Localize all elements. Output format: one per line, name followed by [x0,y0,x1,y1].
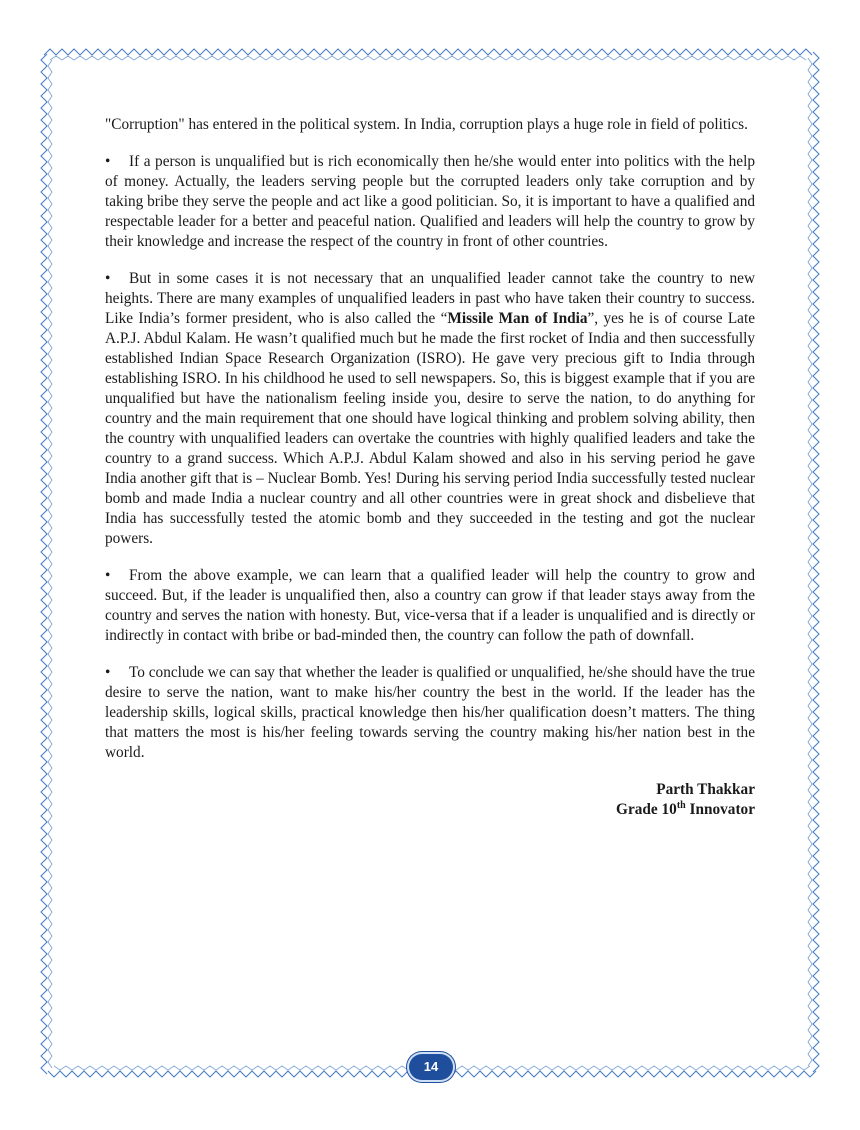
bullet-paragraph-4: • To conclude we can say that whether the leader is qualified or unqualified, he/she should have the true desire to serve the nation, want to make his/her country the best in the world. If the leader has the leadership skills, logical skills, practical knowledge then his/her qualification doesn’t matters. The thing that matters the most is his/her feeling towards serving the country making his/her nation best in the world. [105,664,755,761]
author-signature [105,780,755,820]
author-name: Parth Thakkar [656,781,755,798]
bullet-marker: • [105,664,111,681]
bullet-marker: • [105,270,111,287]
bullet-paragraph-1: • If a person is unqualified but is rich economically then he/she would enter into politics with the help of money. Actually, the leaders serving people but the corrupted leaders only take corruption and by taking bribe they serve the people and act like a good politician. So, it is important to have a qualified and respectable leader for a better and peaceful nation. Qualified and leaders will help the country to grow by their knowledge and increase the respect of the country in front of other countries. [105,153,755,250]
page-number-badge: 14 [409,1054,453,1080]
article-body [105,115,755,820]
emphasis-missile-man: Missile Man of India [447,310,588,327]
bullet-paragraph-2: • But in some cases it is not necessary that an unqualified leader cannot take the country to new heights. There are many examples of unqualified leaders in past who have taken their country to success. Like India’s former president, who is also called the “Missile Man of India”, yes he is of course Late A.P.J. Abdul Kalam. He wasn’t qualified much but he made the first rocket of India and then successfully established Indian Space Research Organization (ISRO). He gave very precious gift to India through establishing ISRO. In his childhood he used to sell newspapers. So, this is biggest example that if you are unqualified but have the nationalism feeling inside you, desire to serve the nation, to do anything for country and the main requirement that one should have logical thinking and problem solving ability, then the country with unqualified leaders can overtake the countries with highly qualified leaders and take the country to a grand success. Which A.P.J. Abdul Kalam showed and also in his serving period he gave India another gift that is – Nuclear Bomb. Yes! During his serving period India successfully tested nuclear bomb and made India a nuclear country and all other countries were in great shock and disbelieve that India has successfully tested the atomic bomb and they succeeded in the testing and got the nuclear powers. [105,270,756,547]
bullet-paragraph-3: • From the above example, we can learn that a qualified leader will help the country to grow and succeed. But, if the leader is unqualified then, also a country can grow if that leader stays away from the country and serves the nation with honesty. But, vice-versa that if a leader is unqualified and is directly or indirectly in contact with bribe or bad-minded then, the country can follow the path of downfall. [105,567,755,644]
author-grade: Grade 10th Innovator [616,799,755,818]
intro-paragraph: "Corruption" has entered in the political system. In India, corruption plays a huge role in field of politics. [105,116,748,133]
bullet-marker: • [105,567,111,584]
bullet-marker: • [105,153,111,170]
